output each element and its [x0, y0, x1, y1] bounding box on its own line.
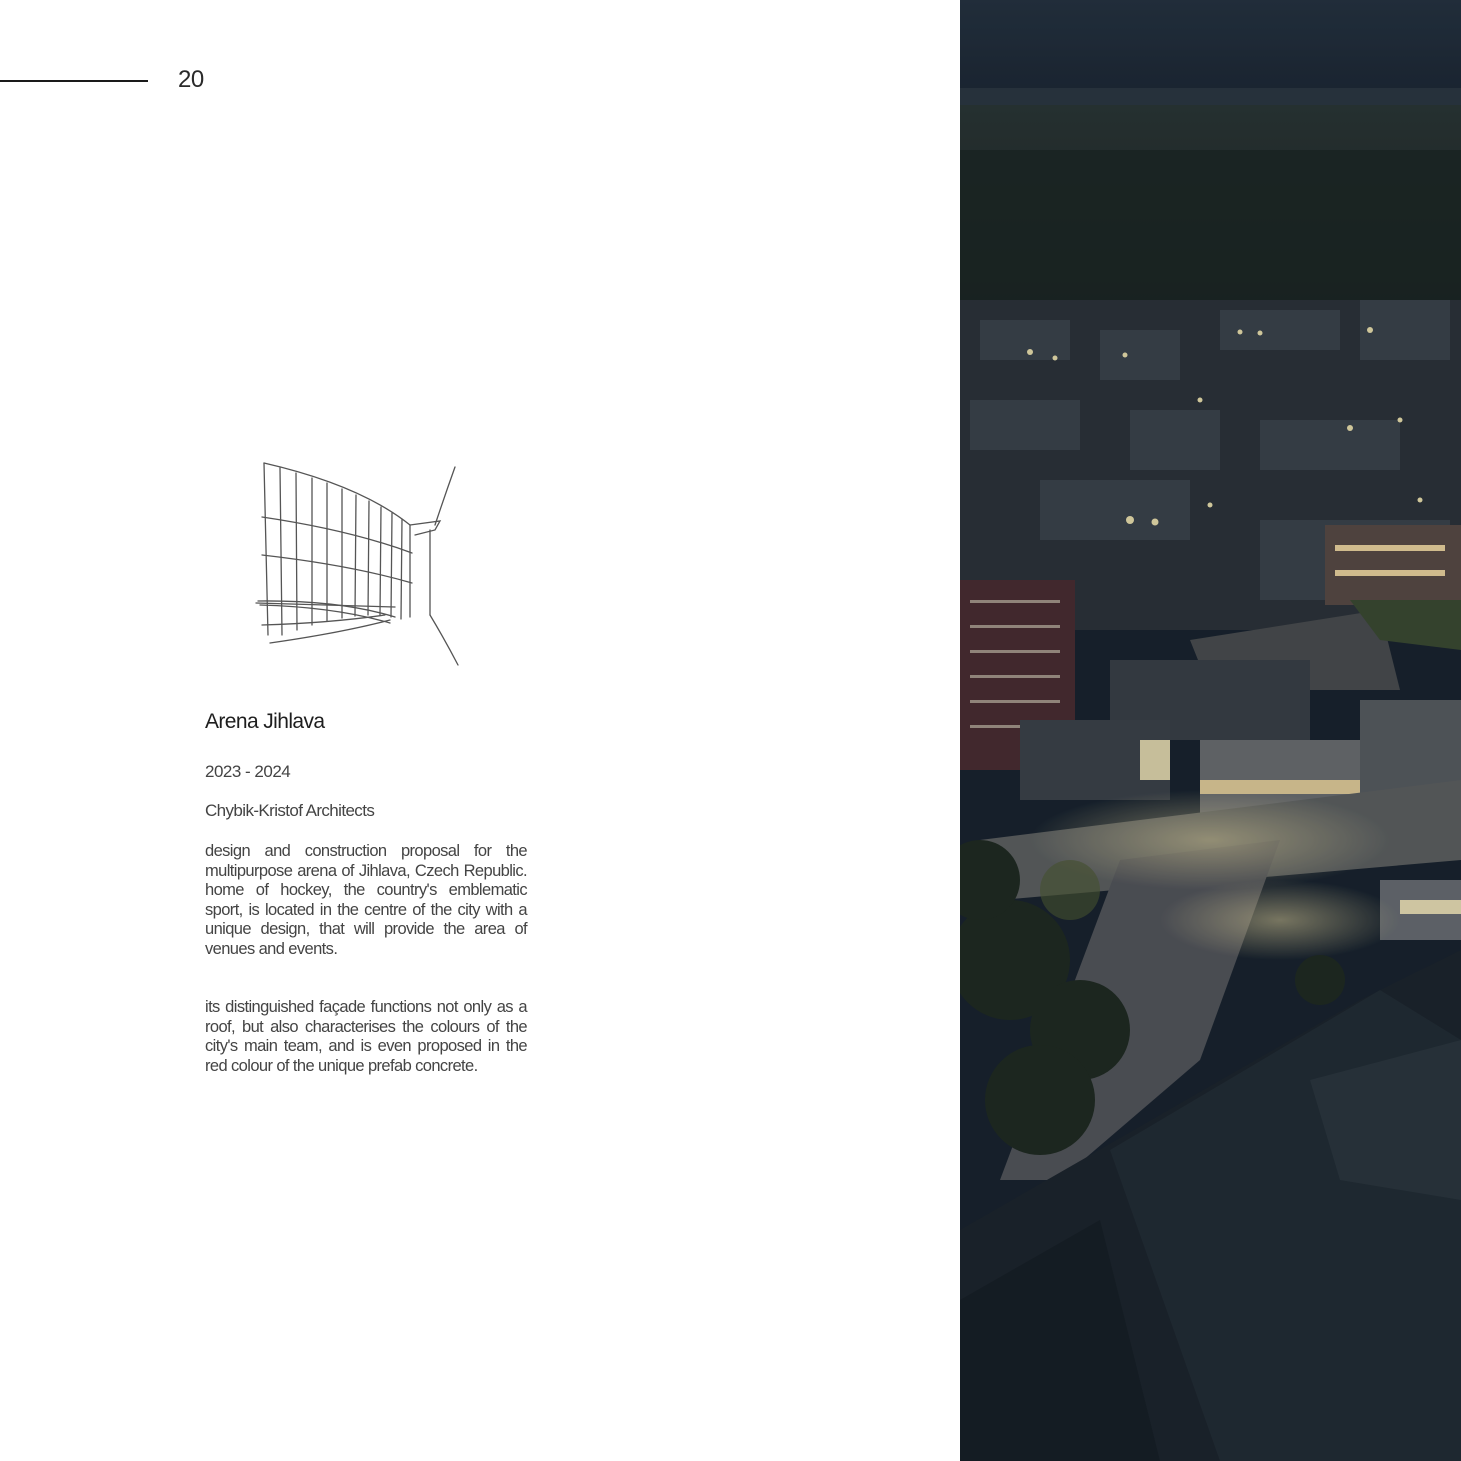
page-number: 20	[178, 66, 204, 93]
project-title: Arena Jihlava	[205, 710, 325, 733]
arena-sketch	[250, 455, 470, 670]
project-description-2: its distinguished façade functions not only as a roof, but also characterises the colours of the city's main team, and is even proposed in the red colour of the unique prefab concrete.	[205, 998, 527, 1075]
project-description-1: design and construction proposal for the multipurpose arena of Jihlava, Czech Republic. home of hockey, the country's emblematic sport, is located in the centre of the city with a unique design, that will provide the area of venues and events.	[205, 842, 527, 958]
aerial-night-photo	[960, 0, 1461, 1461]
project-years: 2023 - 2024	[205, 762, 291, 781]
project-firm: Chybik-Kristof Architects	[205, 801, 375, 820]
page-rule	[0, 80, 148, 82]
